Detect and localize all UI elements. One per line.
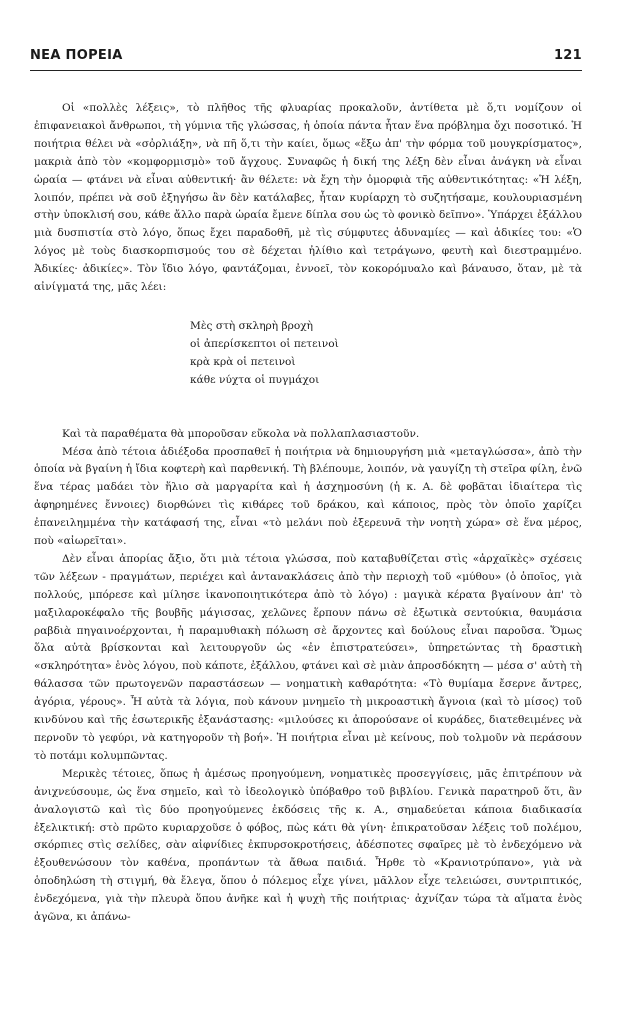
poem-quote — [190, 318, 582, 390]
poem-line: Μὲς στὴ σκληρὴ βροχὴ — [190, 319, 313, 332]
header-rule — [30, 70, 582, 71]
article-body — [34, 100, 582, 927]
poem-line: κάθε νύχτα οἱ πυγμάχοι — [190, 373, 320, 386]
page-number: 121 — [553, 48, 582, 63]
paragraph-5: Μερικὲς τέτοιες, ὅπως ἡ ἀμέσως προηγούμενη, νοηματικὲς προσεγγίσεις, μᾶς ἐπιτρέπουν νὰ ἀνιχνεύσουμε, ὡς ἕνα σημεῖο, καὶ τὸ ἰδεολογικὸ ὑπόβαθρο τοῦ βιβλίου. Γενικὰ παρατηροῦ ὅτι, ἂν ἀναλογιστῶ καὶ τὶς δύο προηγούμενες ἐκδόσεις τῆς κ. Α., σημαδεύεται κάποια διαδικασία ἐξελικτική: στὸ πρῶτο κυριαρχοῦσε ὁ φόβος, πὼς κάτι θὰ γίνη· ἐπικρατοῦσαν λέξεις τοῦ πολέμου, σκόρπιες στὶς σελίδες, σὰν αἰφνίδιες ἐκπυρσοκροτήσεις, ἀδέσποτες σφαῖρες μὲ τὸ ἐνδεχόμενο νὰ ἐξουθενώσουν τὸν καθένα, προπάντων τὰ ἄθωα παιδιά. Ἦρθε τὸ «Κρανιοτρύπανο», γιὰ νὰ ὁποδηλώση τὴ στιγμή, θὰ ἔλεγα, ὅπου ὁ πόλεμος εἶχε γίνει, μᾶλλον εἶχε τελειώσει, συντριπτικός, ἐνδεχόμενα, γιὰ τὴν πλευρὰ ὅπου ἀνῆκε καὶ ἡ ψυχὴ τῆς ποιήτριας· ἀχνίζαν τώρα τὰ αἵματα ἑνὸς ἀγῶνα, κι ἀπάνω- — [34, 767, 582, 924]
paragraph-4: Δὲν εἶναι ἀπορίας ἄξιο, ὅτι μιὰ τέτοια γλώσσα, ποὺ καταβυθίζεται στὶς «ἀρχαϊκὲς» σχέσεις τῶν λέξεων - πραγμάτων, περιέχει καὶ ἀντανακλάσεις ἀπὸ τὴν περιοχὴ τοῦ «μύθου» (ὁ ὁποῖος, γιὰ πολλούς, μπόρεσε καὶ μίλησε ἱκανοποιητικότερα ἀπὸ τὸ λόγο) : μαγικὰ κέρατα βγαίνουν ἀπ' τὸ μαξιλαροκέφαλο τῆς βουβῆς μάγισσας, χελῶνες ἕρπουν πάνω σὲ ἐξωτικὰ σεντούκια, θαυμάσια ραβδιὰ πηγαινοέρχονται, ἡ παραμυθιακὴ πόλωση σὲ ἄρχοντες καὶ δούλους εἶναι παροῦσα. Ὅμως ὅλα αὐτὰ βρίσκονται καὶ λειτουργοῦν ὡς «ἐν ἐπιστρατεύσει», ὑπηρετώντας τὴ δραστικὴ «σκληρότητα» ἑνὸς λόγου, ποὺ κάποτε, ἐξάλλου, φτάνει καὶ σὲ μιὰν ἀπροσδόκητη — μέσα σ' αὐτὴ τὴ θάλασσα τῶν πρωτογενῶν παραστάσεων — νοηματικὴ καθαρότητα: «Τὸ θυμίαμα ἔσερνε ἄντρες, ἀγόρια, γέρους». Ἦ αὐτὰ τὰ λόγια, ποὺ κάνουν μνημεῖο τὴ μικροαστικὴ ἄγνοια (καὶ τὸ μίσος) τοῦ κινδύνου καὶ τῆς ἐσωτερικῆς ἐξανάστασης: «μιλούσες κι ἀπορούσανε οἱ κυράδες, διατεθειμένες νὰ περνοῦν τὸ γεφύρι, νὰ κατηγοροῦν τὴ βοή». Ἡ ποιήτρια εἶναι μὲ κείνους, ποὺ τολμοῦν νὰ περάσουν τὸ ποτάμι κολυμπῶντας. — [34, 552, 582, 762]
paragraph-1: Οἱ «πολλὲς λέξεις», τὸ πλῆθος τῆς φλυαρίας προκαλοῦν, ἀντίθετα μὲ ὅ,τι νομίζουν οἱ ἐπιφανειακοὶ ἄνθρωποι, τὴ γύμνια τῆς γλώσσας, ἡ ὁποία πάντα ἦταν ἕνα πρόβλημα ὄχι ποσοτικό. Ἡ ποιήτρια θέλει νὰ «σὀρλιάξη», νὰ πῆ ὅ,τι τὴν καίει, ὅμως «ἔξω ἀπ' τὴν φόρμα τοῦ μουγκρίσματος», μακριὰ ἀπὸ τὸν «κομφορμισμὸ» τοῦ ἄγχους. Συναφῶς ἡ δική της λέξη δὲν εἶναι ἀνάγκη νὰ εἶναι ὡραία — φτάνει νὰ εἶναι αὐθεντική· ἂν θέλετε: νὰ ἔχη τὴν ὀμορφιὰ τῆς αὐθεντικότητας: «Ἡ λέξη, λοιπόν, πρέπει νὰ σοῦ ἐξηγήσω ἂν δὲν κατάλαβες, ἦταν κυρίαρχη τὸ συζητήσαμε, κουλουριασμένη στὴν ὑποκλισή σου, κάθε ἄλλο παρὰ ὡραία ἔμενε δίπλα σου ὡς τὸ φονικὸ δεῖπνο». Ὑπάρχει ἐξάλλου μιὰ δυσπιστία στὸ λόγο, ὅπως ἔχει παραδοθῆ, μὲ τὶς σύμφυτες ἀδυναμίες — καὶ ἀδικίες του: «Ὁ λόγος μὲ τοὺς διασκορπισμούς του σὲ δέχεται ἠλίθιο καὶ τετράγωνο, φευτὴ καὶ διεστραμμένο. Ἀδικίες· ἀδικίες». Τὸν ἴδιο λόγο, φαντάζομαι, ἐννοεῖ, τὸν κοκορόμυαλο καὶ βάναυσο, ὅταν, μὲ τὰ αἰνίγματά της, μᾶς λέει: — [34, 102, 582, 294]
paragraph-3: Μέσα ἀπὸ τέτοια ἀδιέξοδα προσπαθεῖ ἡ ποιήτρια νὰ δημιουργήση μιὰ «μεταγλώσσα», ἀπὸ τὴν ὁποία νὰ βγαίνη ἡ ἴδια κοφτερὴ καὶ παρθενική. Τὴ βλέπουμε, λοιπόν, νὰ γαυγίζη τὴ στεῖρα φίλη, ἐνῶ ἕνα τέρας μαδάει τὸν ἥλιο σὰ μαργαρίτα καὶ ἡ ἀσχημοσύνη (ἡ κ. Α. δὲ φοβᾶται ἰδιαίτερα τὶς ἀφηρημένες ἔννοιες) διορθώνει τὶς κιθάρες τοῦ δράκου, καὶ κάποιος, πρὸς τὸν ὁποῖο χαρίζει ἐπανειλημμένα τὴν κατάφασή της, εἶναι «τὸ μελάνι ποὺ ἐξερευνᾶ τὴν νοητὴ χώρα» σὲ ἕνα μέρος, ποὺ «αἰωρεῖται». — [34, 445, 582, 548]
journal-title: ΝΕΑ ΠΟΡΕΙΑ — [30, 48, 123, 63]
paragraph-2: Καὶ τὰ παραθέματα θὰ μποροῦσαν εὔκολα νὰ πολλαπλασιαστοῦν. — [62, 427, 420, 440]
poem-line: οἱ ἀπερίσκεπτοι οἱ πετεινοὶ — [190, 337, 339, 350]
running-head — [30, 48, 582, 63]
poem-line: κρὰ κρὰ οἱ πετεινοὶ — [190, 355, 296, 368]
